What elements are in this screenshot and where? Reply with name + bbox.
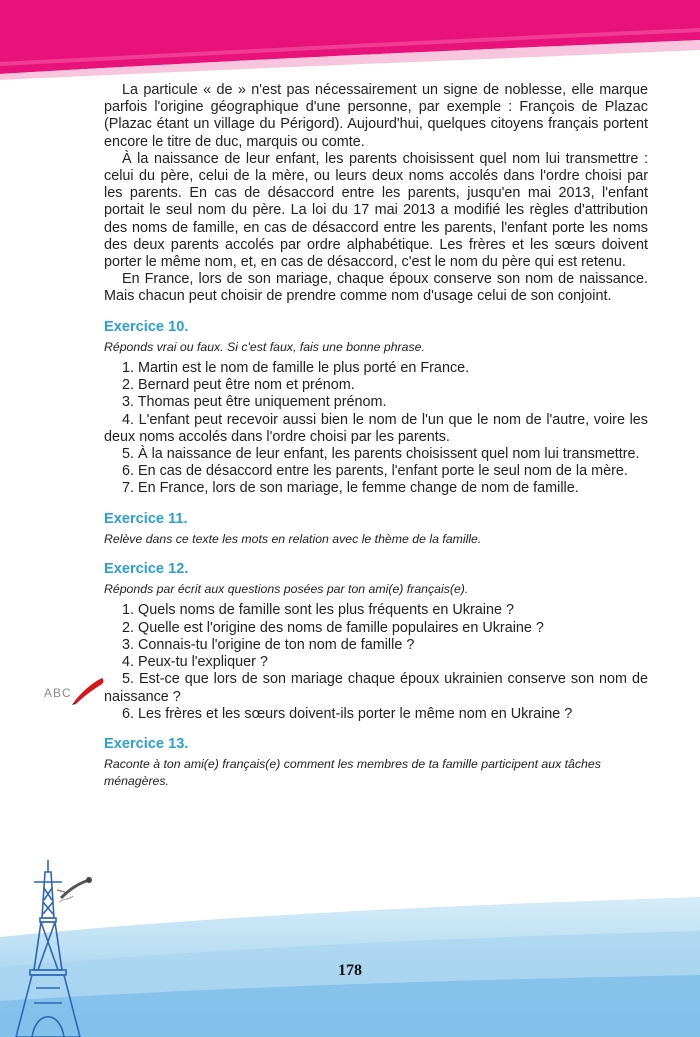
exercise-title: Exercice 11. — [104, 510, 188, 527]
exercise-title: Exercice 12. — [104, 561, 189, 578]
exercise-item: 2. Quelle est l'origine des noms de famille populaires en Ukraine ? — [122, 619, 544, 636]
intro-paragraph: À la naissance de leur enfant, les parents choisissent quel nom lui transmettre : celui du père, celui de la mère, ou leurs deux noms accolés dans l'ordre choisi par les parents. En cas de désaccord entre les parents, jusqu'en mai 2013, l'enfant portait le seul nom du père. La loi du 17 mai 2013 a modifié les règles d'attribution des noms de famille, en cas de désaccord entre les parents, l'enfant porte les noms des deux parents accolés par ordre alphabétique. Les frères et les sœurs doivent porter le même nom, et, en cas de désaccord, c'est le nom du père qui est retenu. — [104, 150, 648, 271]
exercise-title: Exercice 10. — [104, 318, 189, 335]
exercise-13 — [104, 736, 648, 791]
exercise-item: 3. Connais-tu l'origine de ton nom de famille ? — [122, 636, 415, 653]
exercise-item: 4. L'enfant peut recevoir aussi bien le nom de l'un que le nom de l'autre, voire les deux noms accolés dans l'ordre choisi par les parents. — [104, 411, 648, 445]
page-content — [104, 82, 648, 795]
exercise-item: 6. Les frères et les sœurs doivent-ils porter le même nom en Ukraine ? — [122, 705, 573, 722]
exercise-10 — [104, 319, 648, 498]
red-pen-icon — [70, 676, 106, 706]
exercise-item: 6. En cas de désaccord entre les parents, l'enfant porte le seul nom de la mère. — [122, 463, 628, 480]
exercise-item: 1. Martin est le nom de famille le plus porté en France. — [122, 360, 470, 377]
top-pink-band — [0, 0, 700, 80]
exercise-item: 3. Thomas peut être uniquement prénom. — [122, 394, 387, 411]
page-number: 178 — [338, 962, 362, 979]
exercise-item: 7. En France, lors de son mariage, le femme change de nom de famille. — [122, 480, 579, 497]
exercise-item: 1. Quels noms de famille sont les plus fréquents en Ukraine ? — [122, 602, 514, 619]
exercise-item: 5. À la naissance de leur enfant, les parents choisissent quel nom lui transmettre. — [122, 446, 640, 463]
exercise-item: 4. Peux-tu l'expliquer ? — [122, 654, 268, 671]
exercise-11 — [104, 511, 648, 548]
abc-writing-icon — [44, 676, 106, 706]
exercise-item: 2. Bernard peut être nom et prénom. — [122, 377, 355, 394]
abc-icon-label: ABC — [44, 686, 72, 700]
exercise-instruction: Réponds par écrit aux questions posées par ton ami(e) français(e). — [104, 582, 469, 597]
exercise-instruction: Raconte à ton ami(e) français(e) comment les membres de ta famille participent aux tâches ménagères. — [104, 757, 601, 789]
intro-paragraph: La particule « de » n'est pas nécessairement un signe de noblesse, elle marque parfois l'origine géographique d'une personne, par exemple : François de Plazac (Plazac étant un village du Périgord). Aujourd'hui, quelques citoyens français portent encore le titre de duc, marquis ou comte. — [104, 82, 648, 150]
exercise-instruction: Réponds vrai ou faux. Si c'est faux, fais une bonne phrase. — [104, 339, 425, 354]
intro-paragraph: En France, lors de son mariage, chaque époux conserve son nom de naissance. Mais chacun peut choisir de prendre comme nom d'usage celui de son conjoint. — [104, 271, 648, 305]
exercise-item: 5. Est-ce que lors de son mariage chaque époux ukrainien conserve son nom de naissance ? — [104, 671, 648, 705]
exercise-12 — [104, 561, 648, 723]
exercise-title: Exercice 13. — [104, 735, 189, 752]
pen-writing-icon — [55, 876, 95, 906]
exercise-instruction: Relève dans ce texte les mots en relation avec le thème de la famille. — [104, 531, 482, 546]
